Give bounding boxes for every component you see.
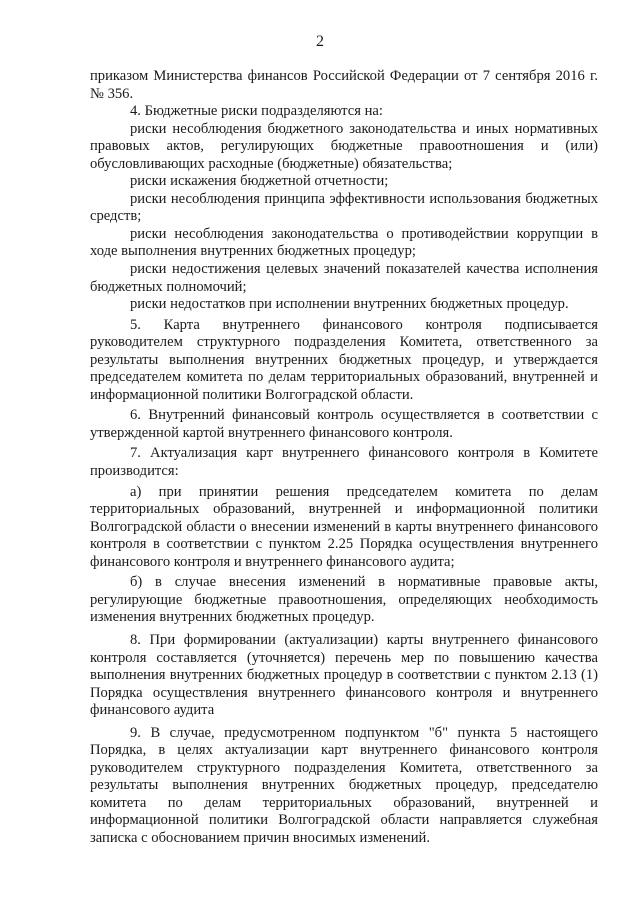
paragraph-item-7b: б) в случае внесения изменений в нормативные правовые акты, регулирующие бюджетные правоотношения, определяющих необходимость изменения внутренних бюджетных процедур.: [90, 574, 598, 626]
paragraph-item-7: 7. Актуализация карт внутреннего финансового контроля в Комитете производится:: [90, 445, 598, 480]
paragraph-item-4: 4. Бюджетные риски подразделяются на:: [130, 103, 383, 120]
paragraph-risk-legislation: риски несоблюдения бюджетного законодательства и иных нормативных правовых актов, регулирующих бюджетные правоотношения и (или) обусловливающих расходные (бюджетные) обязательства;: [90, 120, 598, 172]
paragraph-risk-efficiency: риски несоблюдения принципа эффективности использования бюджетных средств;: [90, 190, 598, 225]
paragraph-risk-procedures: риски недостатков при исполнении внутренних бюджетных процедур.: [130, 296, 569, 313]
paragraph-order-reference: приказом Министерства финансов Российской Федерации от 7 сентября 2016 г. № 356.: [90, 68, 598, 102]
paragraph-risk-targets: риски недостижения целевых значений показателей качества исполнения бюджетных полномочий;: [90, 261, 598, 295]
page-number: 2: [316, 33, 324, 50]
paragraph-item-5: 5. Карта внутреннего финансового контроля подписывается руководителем структурного подразделения Комитета, ответственного за результаты выполнения внутренних бюджетных процедур, и утверждается председателем комитета по делам территориальных образований, внутренней и информационной политики Волгоградской области.: [90, 316, 598, 403]
paragraph-item-7a: а) при принятии решения председателем комитета по делам территориальных образований, внутренней и информационной политики Волгоградской области о внесении изменений в карты внутреннего финансового контроля в соответствии с пунктом 2.25 Порядка осуществления внутреннего финансового контроля и внутреннего финансового аудита;: [90, 483, 598, 570]
paragraph-item-6: 6. Внутренний финансовый контроль осуществляется в соответствии с утвержденной картой внутреннего финансового контроля.: [90, 407, 598, 441]
paragraph-item-9: 9. В случае, предусмотренном подпунктом "б" пункта 5 настоящего Порядка, в целях актуализации карт внутреннего финансового контроля руководителем структурного подразделения Комитета, ответственного за результаты выполнения внутренних бюджетных процедур, председателю комитета по делам территориальных образований, внутренней и информационной политики Волгоградской области направляется служебная записка с обоснованием причин вносимых изменений.: [90, 724, 598, 846]
paragraph-risk-reporting: риски искажения бюджетной отчетности;: [130, 173, 389, 190]
document-body: [90, 68, 598, 848]
paragraph-risk-corruption: риски несоблюдения законодательства о противодействии коррупции в ходе выполнения внутренних бюджетных процедур;: [90, 225, 598, 260]
paragraph-item-8: 8. При формировании (актуализации) карты внутреннего финансового контроля составляется (уточняется) перечень мер по повышению качества выполнения внутренних бюджетных процедур в соответствии с пунктом 2.13 (1) Порядка осуществления внутреннего финансового контроля и внутреннего финансового аудита: [90, 631, 598, 719]
